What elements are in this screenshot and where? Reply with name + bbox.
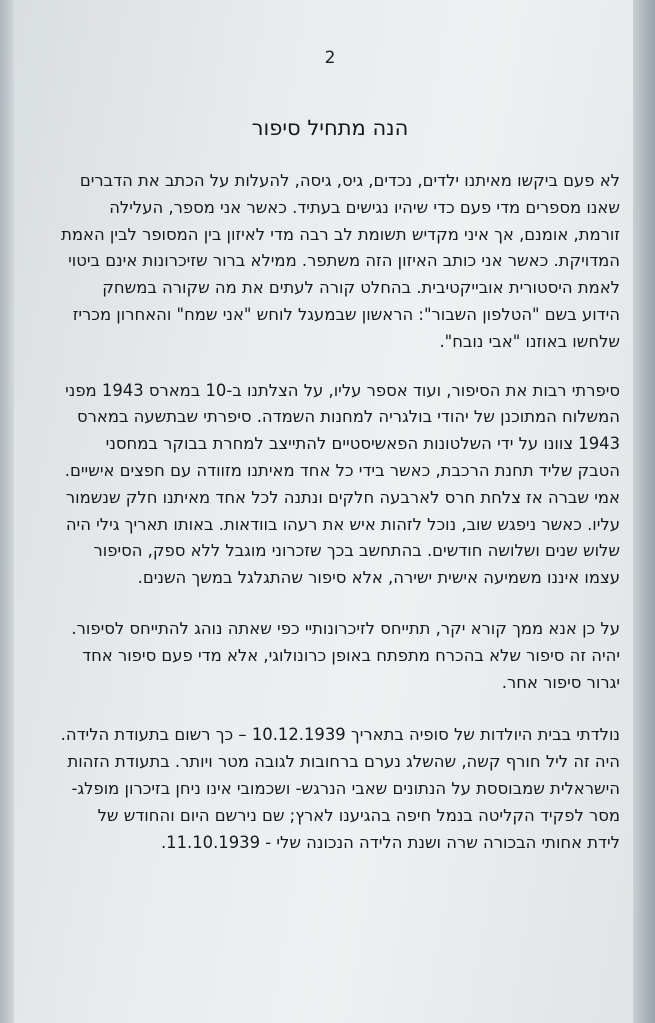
- paragraph-4: נולדתי בבית היולדות של סופיה בתאריך 10.12.1939 – כך רשום בתעודת הלידה. היה זה ליל חורף קשה, שהשלג נערם ברחובות לגובה מטר ויותר. בתעודת הזהות הישראלית שמבוססת על הנתונים שאבי הנרגש- ושכמובי אינו ניחן בזיכרון מופלג- מסר לפקיד הקליטה בנמל חיפה בהגיענו לארץ; שם נירשם היום והחודש של לידת אחותי הבכורה שרה ושנת הלידה הנכונה שלי - 11.10.1939.: [60, 725, 620, 852]
- body-text: [60, 168, 620, 878]
- paragraph-2: סיפרתי רבות את הסיפור, ועוד אספר עליו, על הצלתנו ב-10 במארס 1943 מפני המשלוח המתוכנן של יהודי בולגריה למחנות השמדה. סיפרתי שבתשעה במארס 1943 צוונו על ידי השלטונות הפאשיסטיים להתייצב למחרת בבוקר במחסני הטבק שליד תחנת הרכבת, כאשר בידי כל אחד מאיתנו מזוודה עם חפצים אישיים. אמי שברה אז צלחת חרס לארבעה חלקים ונתנה לכל אחד מאיתנו חלק שנשמור עליו. כאשר ניפגש שוב, נוכל לזהות איש את רעהו בוודאות. באותו תאריך גילי היה שלוש שנים ושלושה חודשים. בהתחשב בכך שזכרוני מוגבל ללא ספק, הסיפור עצמו איננו משמיעה אישית ישירה, אלא סיפור שהתגלגל במשך השנים.: [64, 380, 620, 588]
- page-edge: [633, 0, 655, 1023]
- page-number: 2: [324, 48, 336, 68]
- chapter-title: הנה מתחיל סיפור: [251, 116, 409, 140]
- page-spine-shadow: [0, 0, 14, 1023]
- paragraph-1: לא פעם ביקשו מאיתנו ילדים, נכדים, גיס, גיסה, להעלות על הכתב את הדברים שאנו מספרים מדי פעם כדי שיהיו נגישים בעתיד. כאשר אני מספר, העלילה זורמת, אומנם, אך איני מקדיש תשומת לב רבה מדי לאיזון בין המסופר לבין האמת המדויקת. כאשר אני כותב האיזון הזה משתפר. ממילא ברור שזיכרונות אינם ביטוי לאמת היסטורית אובייקטיבית. בהחלט קורה לעתים את מה שקורה במשחק הידוע בשם "הטלפון השבור": הראשון שבמעגל לוחש "אני שמח" והאחרון מכריז שלחשו באוזנו "אבי נובח".: [61, 171, 620, 351]
- paragraph-3: על כן אנא ממך קורא יקר, תתייחס לזיכרונותיי כפי שאתה נוהג להתייחס לסיפור. יהיה זה סיפור שלא בהכרח מתפתח באופן כרונולוגי, אלא מדי פעם סיפור אחד יגרור סיפור אחר.: [71, 618, 620, 692]
